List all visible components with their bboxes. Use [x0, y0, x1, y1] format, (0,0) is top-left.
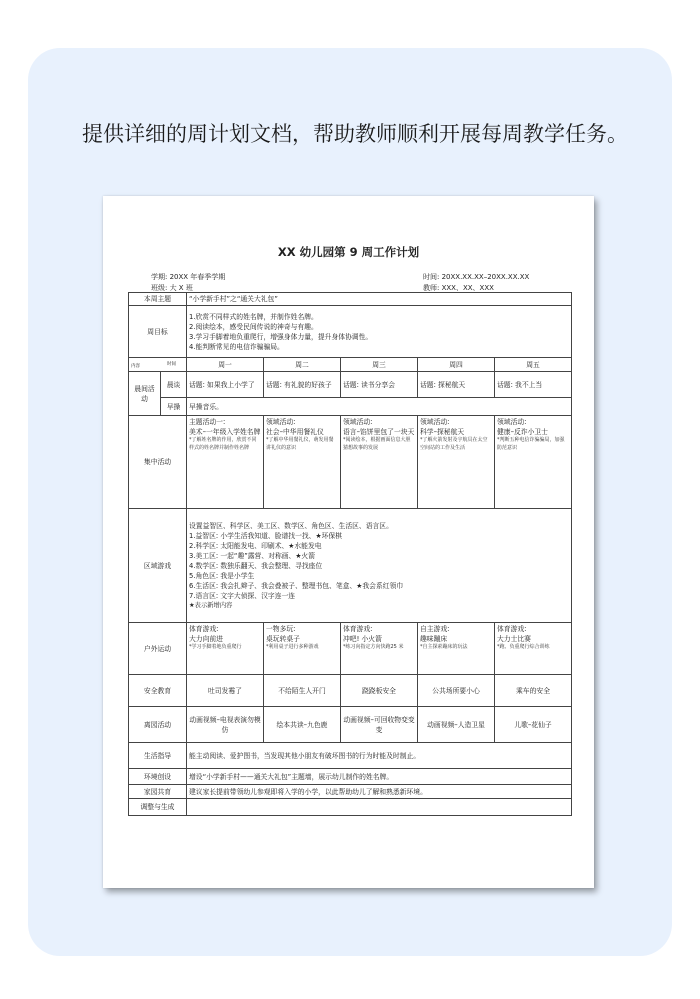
- activity-title: 大力士比赛: [497, 635, 531, 643]
- day-header: 周一: [187, 358, 264, 372]
- class-label: 班级: 大 X 班: [151, 284, 193, 292]
- goal-item: 3.学习手脚着地负重爬行，增强身体力量，提升身体协调性。: [189, 332, 373, 341]
- life-value: 能主动阅读、爱护图书，当发现其他小朋友有破坏图书的行为时能及时制止。: [187, 743, 572, 769]
- activity-title: 社会–中华用餐礼仪: [266, 428, 324, 436]
- day-header: 周四: [418, 358, 495, 372]
- activity-title: 美术–一年级入学姓名牌: [189, 428, 261, 436]
- life-label: 生活指导: [129, 743, 187, 769]
- morning-exercise-value: 早操音乐。: [187, 398, 572, 416]
- morning-label: 晨间活动: [129, 372, 161, 416]
- activity-title: 趣味蹦床: [420, 635, 448, 643]
- goal-item: 2.阅读绘本，感受民间传说的神奇与有趣。: [189, 322, 318, 331]
- area-line: 设置益智区、科学区、美工区、数学区、角色区、生活区、语言区。: [189, 521, 393, 530]
- teachers-label: 教师: XXX、XX、XXX: [423, 284, 494, 292]
- safety-label: 安全教育: [129, 675, 187, 707]
- headline: 提供详细的周计划文档，帮助教师顺利开展每周教学任务。: [82, 122, 628, 146]
- group-activity-cell: [264, 416, 341, 509]
- term-label: 学期: 20XX 年春季学期: [151, 273, 226, 281]
- outdoor-cell: [418, 623, 495, 675]
- area-line: 1.益智区: 小学生活我知道、脸谱找一找、★环保棋: [189, 531, 342, 540]
- morning-talk-label: 晨谈: [161, 372, 187, 398]
- time-label: 时间: 20XX.XX.XX–20XX.XX.XX: [423, 273, 530, 281]
- morning-talk-cell: 话题: 如果我上小学了: [187, 372, 264, 398]
- day-header: 周五: [495, 358, 572, 372]
- weekly-plan-table: [128, 292, 572, 816]
- area-line: ★表示新增内容: [189, 601, 233, 609]
- activity-head: 领域活动:: [266, 418, 296, 426]
- activity-note: *了解中华用餐礼仪，萌发用餐讲礼仪的意识: [266, 437, 334, 451]
- goal-item: 1.欣赏不同样式的姓名牌，并制作姓名牌。: [189, 312, 318, 321]
- adjust-value: [187, 799, 572, 816]
- leave-cell: 动画视频–可回收物变变变: [341, 707, 418, 743]
- area-line: 5.角色区: 我是小学生: [189, 571, 255, 580]
- activity-title: 科学–探秘航天: [420, 428, 465, 436]
- activity-head: 领域活动:: [343, 418, 373, 426]
- goal-item: 4.能判断常见的电信诈骗骗局。: [189, 342, 284, 351]
- activity-head: 体育游戏:: [189, 625, 219, 633]
- activity-head: 主题活动一:: [189, 418, 226, 426]
- morning-talk-cell: 话题: 有礼貌的好孩子: [264, 372, 341, 398]
- area-line: 2.科学区: 太阳能发电、印刷术、★水能发电: [189, 541, 322, 550]
- goals-cell: [187, 306, 572, 358]
- group-activity-cell: [495, 416, 572, 509]
- morning-talk-cell: 话题: 我不上当: [495, 372, 572, 398]
- activity-note: *判断五种电信诈骗骗局，加强防范意识: [497, 437, 565, 451]
- activity-note: *学习手脚着地负重爬行: [189, 644, 242, 650]
- outdoor-label: 户外运动: [129, 623, 187, 675]
- activity-note: *自主探索蹦床的玩法: [420, 644, 468, 650]
- env-label: 环境创设: [129, 769, 187, 785]
- activity-title: 大力向前进: [189, 635, 223, 643]
- leave-cell: 儿歌–花仙子: [495, 707, 572, 743]
- area-line: 4.数学区: 数独乐翻天、我会整理、寻找座位: [189, 561, 323, 570]
- outdoor-cell: [341, 623, 418, 675]
- activity-note: *了解姓名牌的作用，欣赏不同样式的姓名牌并制作姓名牌: [189, 437, 257, 451]
- safety-cell: 乘车的安全: [495, 675, 572, 707]
- leave-label: 离园活动: [129, 707, 187, 743]
- morning-talk-cell: 话题: 读书分享会: [341, 372, 418, 398]
- activity-head: 领域活动:: [497, 418, 527, 426]
- activity-note: *利用桌子进行多种游戏: [266, 644, 319, 650]
- area-line: 6.生活区: 我会扎辫子、我会叠被子、整理书包、笔盒、★我会系红领巾: [189, 581, 404, 590]
- document-title: XX 幼儿园第 9 周工作计划: [277, 245, 420, 259]
- corner-label-content: 内容: [131, 363, 140, 369]
- morning-exercise-label: 早操: [161, 398, 187, 416]
- area-game-label: 区域游戏: [129, 509, 187, 623]
- activity-note: *练习向指定方向快跑25 米: [343, 644, 404, 650]
- leave-cell: 动画视频–电视表演勿模仿: [187, 707, 264, 743]
- day-header: 周三: [341, 358, 418, 372]
- activity-note: *了解火箭发射及宇航员在太空空间站的工作及生活: [420, 437, 488, 451]
- adjust-label: 调整与生成: [129, 799, 187, 816]
- env-value: 增设“小学新手村——通关大礼包”主题墙，展示幼儿制作的姓名牌。: [187, 769, 572, 785]
- home-value: 建议家长提前带领幼儿参观即将入学的小学，以此帮助幼儿了解和熟悉新环境。: [187, 785, 572, 799]
- activity-note: *阅读绘本，根据画面信息大胆猜想故事的发展: [343, 437, 411, 451]
- area-line: 7.语言区: 文字大侦探、汉字连一连: [189, 591, 296, 600]
- area-game-cell: [187, 509, 572, 623]
- activity-title: 语言–馅饼里包了一块天: [343, 428, 415, 436]
- outdoor-cell: [187, 623, 264, 675]
- corner-label-time: 时间: [167, 361, 176, 367]
- group-activity-cell: [187, 416, 264, 509]
- group-activity-label: 集中活动: [129, 416, 187, 509]
- day-header: 周二: [264, 358, 341, 372]
- morning-talk-cell: 话题: 探秘航天: [418, 372, 495, 398]
- activity-title: 冲吧! 小火箭: [343, 635, 382, 643]
- document-page: [103, 196, 594, 888]
- goals-label: 周目标: [129, 306, 187, 358]
- safety-cell: 跷跷板安全: [341, 675, 418, 707]
- theme-value: “小学新手村”之“通关大礼包”: [187, 293, 572, 306]
- activity-head: 体育游戏:: [343, 625, 373, 633]
- outdoor-cell: [495, 623, 572, 675]
- safety-cell: 公共场所要小心: [418, 675, 495, 707]
- area-line: 3.美工区: 一起“趣”露营、对称画、★火箭: [189, 551, 316, 560]
- activity-head: 体育游戏:: [497, 625, 527, 633]
- activity-head: 一物多玩:: [266, 625, 296, 633]
- corner-cell: [129, 358, 187, 372]
- theme-label: 本周主题: [129, 293, 187, 306]
- outdoor-cell: [264, 623, 341, 675]
- activity-title: 桌玩转桌子: [266, 635, 300, 643]
- safety-cell: 不给陌生人开门: [264, 675, 341, 707]
- activity-title: 健康–反诈小卫士: [497, 428, 548, 436]
- group-activity-cell: [418, 416, 495, 509]
- group-activity-cell: [341, 416, 418, 509]
- activity-head: 自主游戏:: [420, 625, 450, 633]
- home-label: 家园共育: [129, 785, 187, 799]
- leave-cell: 绘本共读–九色鹿: [264, 707, 341, 743]
- leave-cell: 动画视频–人造卫星: [418, 707, 495, 743]
- activity-head: 领域活动:: [420, 418, 450, 426]
- safety-cell: 吐司发霉了: [187, 675, 264, 707]
- activity-note: *跑、负重爬行综合训练: [497, 644, 550, 650]
